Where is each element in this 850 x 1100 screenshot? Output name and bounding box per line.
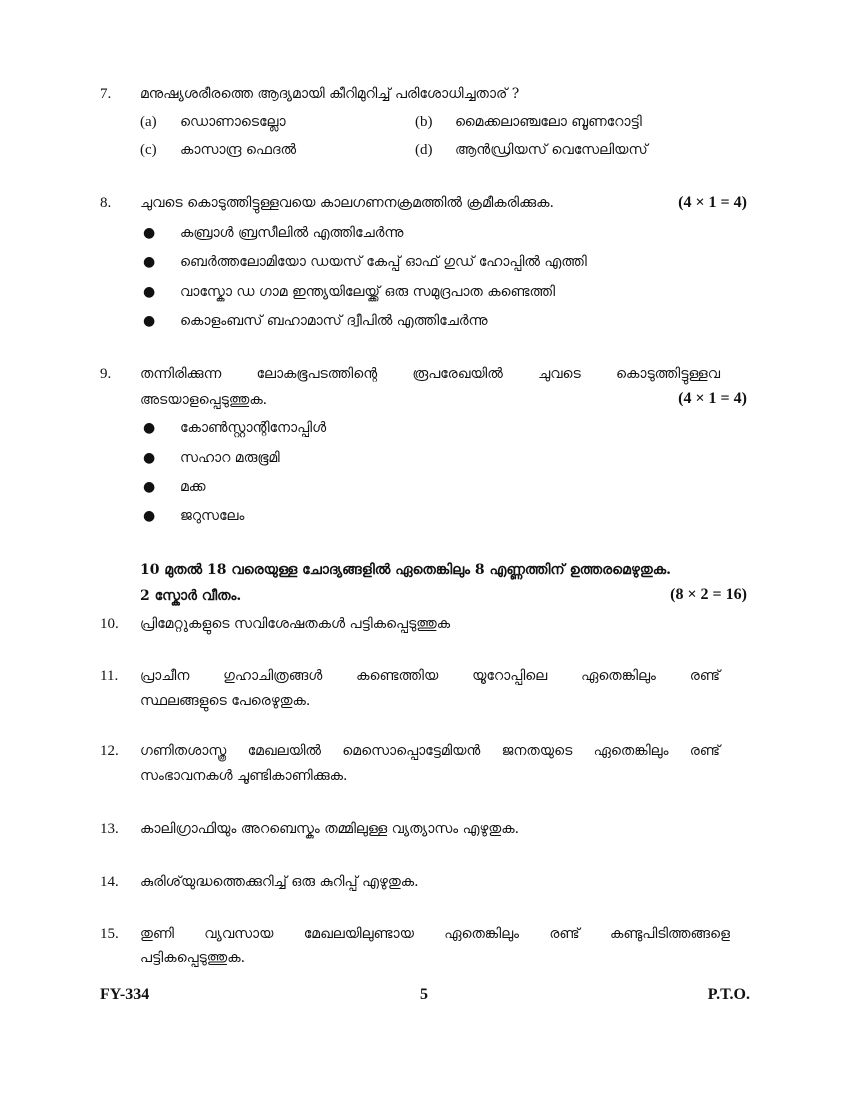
q14-number: 14. bbox=[100, 874, 119, 890]
q15-number: 15. bbox=[100, 926, 119, 942]
q7-option-b-label: (b) bbox=[415, 114, 433, 130]
q8-text: ചുവടെ കൊടുത്തിട്ടുള്ളവയെ കാലഗണനക്രമത്തിൽ ക്രമീകരിക്കുക. bbox=[140, 195, 554, 211]
q7-number: 7. bbox=[100, 86, 112, 102]
q9-item: സഹാറ മരുഭൂമി bbox=[180, 450, 280, 466]
q7-option-c-label: (c) bbox=[140, 142, 157, 158]
q10-text: പ്രിമേറ്റുകളുടെ സവിശേഷതകൾ പട്ടികപ്പെടുത്തുക bbox=[140, 616, 451, 632]
bullet-icon: ● bbox=[143, 508, 156, 524]
q9-item: മക്ക bbox=[180, 479, 206, 495]
q15-text-line1: തുണി വ്യവസായ മേഖലയിലുണ്ടായ ഏതെങ്കിലും രണ്ട് കണ്ടുപിടിത്തങ്ങളെ bbox=[140, 926, 730, 942]
q7-option-b-text: മൈക്കലാഞ്ചലോ ബൂണറോട്ടി bbox=[455, 114, 642, 130]
q7-option-a-text: ഡൊണാടെല്ലോ bbox=[180, 114, 286, 130]
q12-text-line1: ഗണിതശാസ്ത്ര മേഖലയിൽ മെസൊപ്പൊട്ടേമിയൻ ജനതയുടെ ഏതെങ്കിലും രണ്ട് bbox=[140, 743, 720, 759]
q9-item: ജറുസലേം bbox=[180, 508, 245, 524]
bullet-icon: ● bbox=[143, 225, 156, 241]
q13-number: 13. bbox=[100, 821, 119, 837]
q8-item: ബെർത്തലോമിയോ ഡയസ് കേപ്പ് ഓഫ് ഗുഡ് ഹോപ്പിൽ എത്തി bbox=[180, 254, 587, 270]
q11-number: 11. bbox=[100, 668, 119, 684]
q9-text-line2: അടയാളപ്പെടുത്തുക. bbox=[140, 392, 268, 408]
q10-number: 10. bbox=[100, 616, 119, 632]
q8-item: കബ്രാൾ ബ്രസീലിൽ എത്തിചേർന്നു bbox=[180, 225, 404, 241]
q12-text-line2: സംഭാവനകൾ ചൂണ്ടികാണിക്കുക. bbox=[140, 768, 348, 784]
bullet-icon: ● bbox=[143, 284, 156, 300]
q8-marks: (4 × 1 = 4) bbox=[678, 194, 747, 211]
q8-item: വാസ്കോ ഡ ഗാമ ഇന്ത്യയിലേയ്ക്ക് ഒരു സമുദ്രപാത കണ്ടെത്തി bbox=[180, 284, 556, 300]
section-score: 2 സ്കോർ വീതം. bbox=[140, 588, 242, 604]
section-marks: (8 × 2 = 16) bbox=[670, 586, 747, 603]
q7-option-c-text: കാസാന്ദ്ര ഫെദൽ bbox=[180, 142, 297, 158]
q7-option-a-label: (a) bbox=[140, 114, 157, 130]
footer-page-number: 5 bbox=[420, 986, 428, 1003]
q9-number: 9. bbox=[100, 366, 112, 382]
bullet-icon: ● bbox=[143, 313, 156, 329]
q11-text-line2: സ്ഥലങ്ങളുടെ പേരെഴുതുക. bbox=[140, 693, 311, 709]
bullet-icon: ● bbox=[143, 479, 156, 495]
q7-option-d-label: (d) bbox=[415, 142, 433, 158]
q14-text: കുരിശ്‌യുദ്ധത്തെക്കുറിച്ച് ഒരു കുറിപ്പ് എഴുതുക. bbox=[140, 874, 419, 890]
q11-text-line1: പ്രാചീന ഗുഹാചിത്രങ്ങൾ കണ്ടെത്തിയ യൂറോപ്പിലെ ഏതെങ്കിലും രണ്ട് bbox=[140, 668, 720, 684]
q9-marks: (4 × 1 = 4) bbox=[678, 390, 747, 407]
q7-option-d-text: ആൻഡ്രിയസ് വെസേലിയസ് bbox=[455, 142, 648, 158]
bullet-icon: ● bbox=[143, 254, 156, 270]
footer-code: FY-334 bbox=[100, 986, 150, 1003]
q8-item: കൊളംബസ് ബഹാമാസ് ദ്വീപിൽ എത്തിചേർന്നു bbox=[180, 313, 488, 329]
bullet-icon: ● bbox=[143, 450, 156, 466]
q15-text-line2: പട്ടികപ്പെടുത്തുക. bbox=[140, 950, 246, 966]
footer-pto: P.T.O. bbox=[707, 986, 750, 1003]
q13-text: കാലിഗ്രാഫിയും അറബെസ്കും തമ്മിലുള്ള വ്യത്യാസം എഴുതുക. bbox=[140, 821, 520, 837]
q9-text-line1: തന്നിരിക്കുന്ന ലോകഭൂപടത്തിന്റെ രൂപരേഖയിൽ ചുവടെ കൊടുത്തിട്ടുള്ളവ bbox=[140, 366, 720, 382]
q8-number: 8. bbox=[100, 195, 112, 211]
q7-text: മനുഷ്യശരീരത്തെ ആദ്യമായി കീറിമുറിച്ച് പരിശോധിച്ചതാര് ? bbox=[140, 86, 520, 102]
q9-item: കോൺസ്റ്റാന്റിനോപ്പിൾ bbox=[180, 420, 327, 436]
bullet-icon: ● bbox=[143, 420, 156, 436]
q12-number: 12. bbox=[100, 743, 119, 759]
section-instruction: 10 മുതൽ 18 വരെയുള്ള ചോദ്യങ്ങളിൽ ഏതെങ്കിലും 8 എണ്ണത്തിന് ഉത്തരമെഴുതുക. bbox=[140, 562, 672, 578]
